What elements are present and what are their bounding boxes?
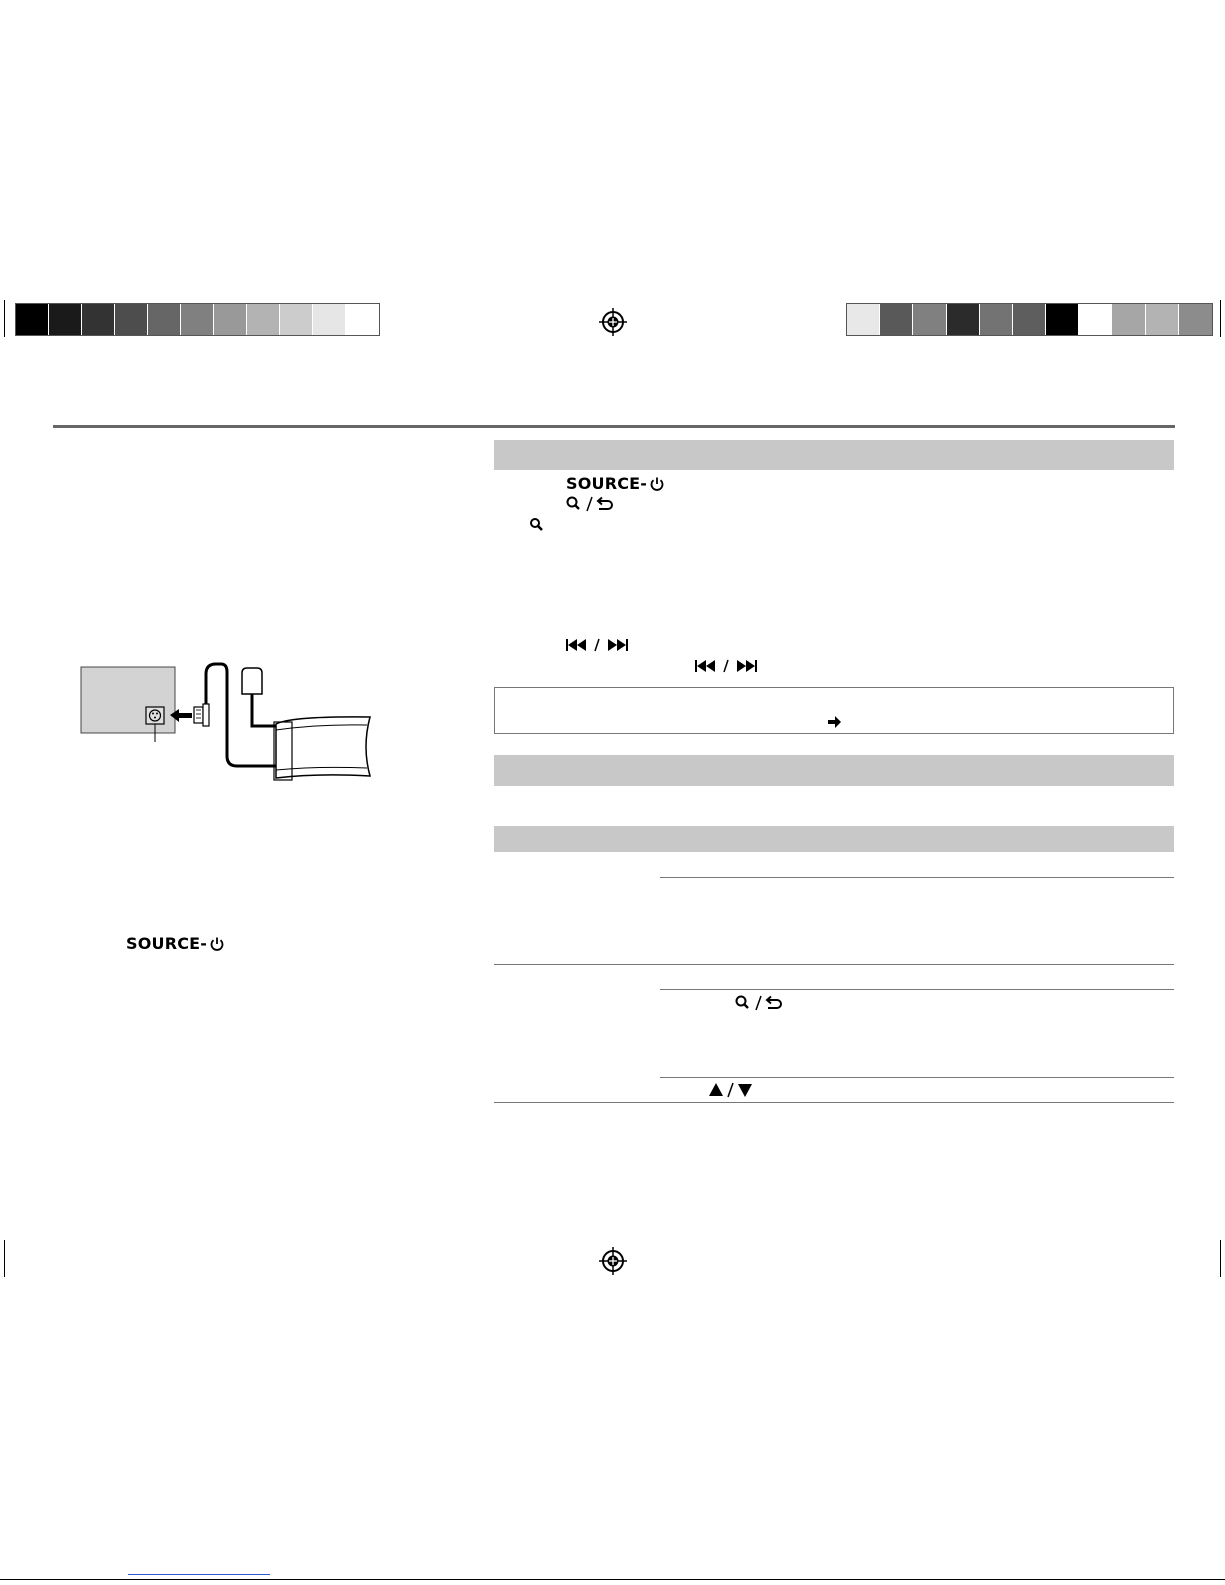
color-swatch [1079,304,1112,335]
skip-back-forward-icon [566,638,638,652]
source-label: SOURCE- [566,474,648,493]
color-swatch [913,304,946,335]
color-swatch [1013,304,1046,335]
table-row-divider [660,877,1174,878]
color-calibration-bar-left [15,303,380,336]
skip-back-forward-icon [695,659,767,673]
crop-mark-left-bottom [4,1240,5,1277]
color-swatch [880,304,913,335]
registration-mark-icon [598,1246,628,1276]
up-down-icon [709,1082,755,1098]
color-swatch [980,304,1013,335]
color-swatch [313,304,346,335]
section-header-band [494,826,1174,852]
color-swatch [82,304,115,335]
source-power-button-label [566,474,665,493]
table-row-divider [660,1077,1174,1078]
crop-mark-left-top [4,300,5,337]
table-row-divider [660,989,1174,990]
section-header-band [494,755,1174,786]
source-power-button-label [126,934,225,953]
color-swatch [346,304,379,335]
footer-link-underline[interactable] [128,1574,270,1575]
color-swatch [247,304,280,335]
search-back-icon [566,495,616,513]
crop-mark-right-top [1220,300,1221,337]
table-row-divider [494,964,1174,965]
color-swatch [49,304,82,335]
color-swatch [1046,304,1079,335]
color-calibration-bar-right [846,303,1213,336]
color-swatch [16,304,49,335]
arrow-right-icon [828,716,842,728]
color-swatch [181,304,214,335]
search-back-icon [735,994,785,1012]
color-swatch [214,304,247,335]
source-label: SOURCE- [126,934,208,953]
color-swatch [280,304,313,335]
color-swatch [1112,304,1145,335]
color-swatch [947,304,980,335]
footer-rule [0,1579,1225,1580]
color-swatch [1146,304,1179,335]
crop-mark-right-bottom [1220,1240,1221,1277]
color-swatch [148,304,181,335]
connection-diagram [78,660,378,790]
power-icon [649,476,665,492]
search-icon [529,517,545,533]
table-row-divider [494,1102,1174,1103]
registration-mark-icon [598,307,628,337]
power-icon [209,936,225,952]
color-swatch [115,304,148,335]
color-swatch [847,304,880,335]
page-header-rule [53,425,1175,428]
color-swatch [1179,304,1212,335]
section-header-band [494,440,1174,470]
